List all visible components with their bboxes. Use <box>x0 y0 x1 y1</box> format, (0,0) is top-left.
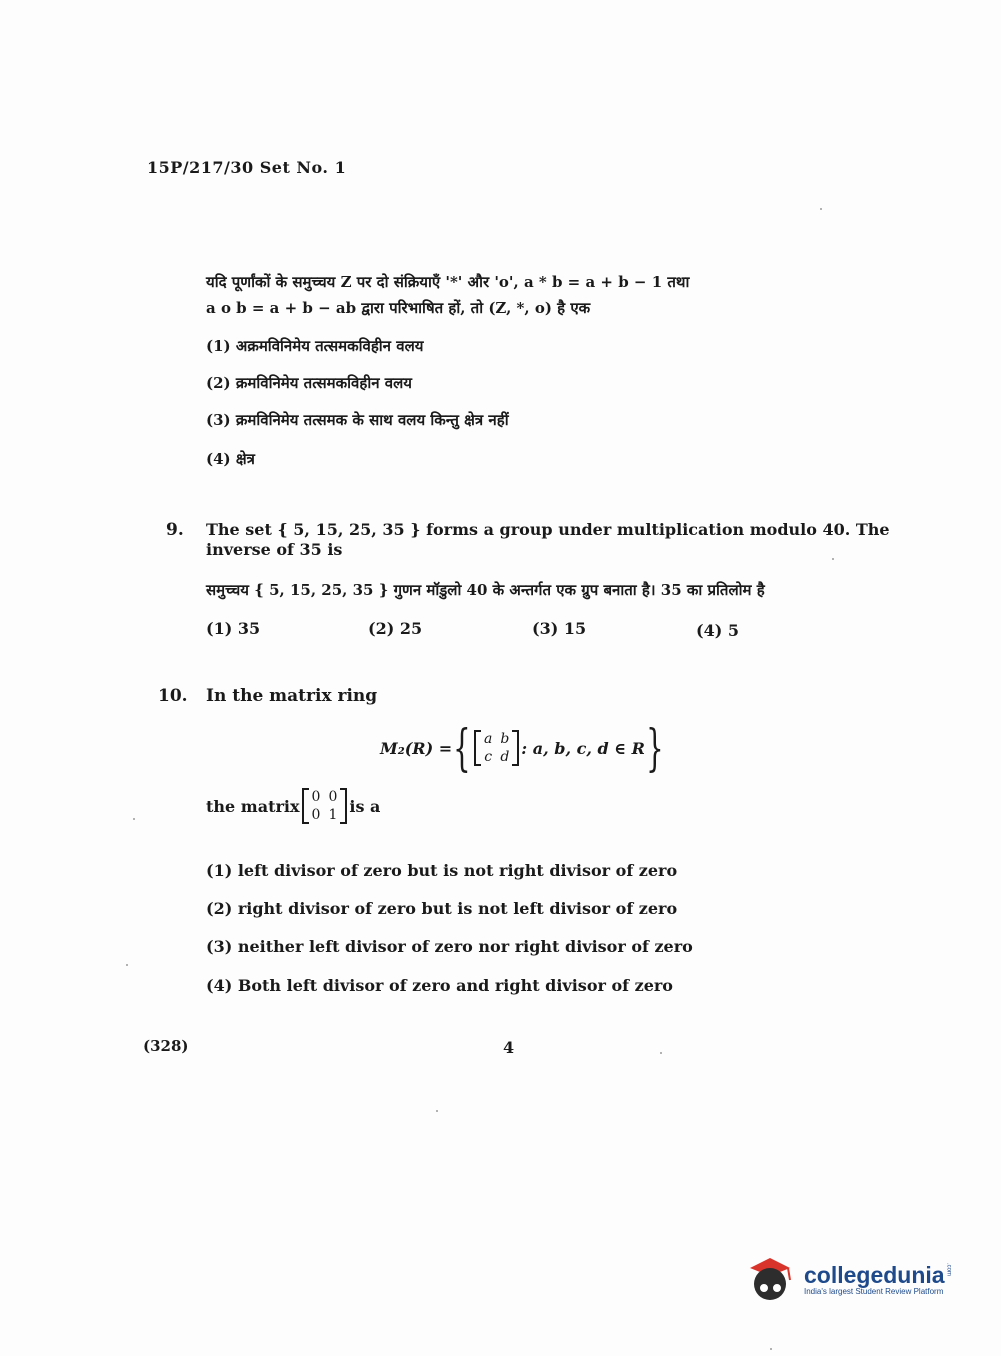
q8-line-1: यदि पूर्णांकों के समुच्चय Z पर दो संक्रियाएँ '*' और 'o', a * b = a + b − 1 तथा <box>206 273 690 291</box>
q9-number: 9. <box>166 520 184 540</box>
given-matrix-cell: 0 <box>311 789 321 805</box>
page-number: 4 <box>503 1038 515 1057</box>
q10-option-3: (3) neither left divisor of zero nor right divisor of zero <box>206 937 693 956</box>
paper-code: 15P/217/30 Set No. 1 <box>147 158 347 177</box>
scan-speck <box>832 558 834 560</box>
matrix-ring-definition <box>380 719 665 777</box>
q10-intro: In the matrix ring <box>206 686 378 706</box>
ring-matrix-cell: a <box>483 731 493 747</box>
q10-option-2: (2) right divisor of zero but is not left divisor of zero <box>206 899 678 918</box>
q9-english-line-1: The set { 5, 15, 25, 35 } forms a group under multiplication modulo 40. The <box>206 520 890 539</box>
ring-lhs: M₂(R) = <box>380 738 453 758</box>
right-brace: } <box>646 719 664 777</box>
given-matrix-cell: 1 <box>328 807 338 823</box>
matrix-suffix: is a <box>349 796 381 816</box>
given-matrix-row <box>206 788 380 824</box>
q9-option-3: (3) 15 <box>532 619 587 638</box>
ring-condition: : a, b, c, d ∈ R <box>521 738 645 758</box>
q8-option-2: (2) क्रमविनिमेय तत्समकविहीन वलय <box>206 374 412 392</box>
mascot-icon <box>744 1254 796 1306</box>
q9-english-line-2: inverse of 35 is <box>206 540 343 559</box>
ring-matrix-cell: b <box>500 731 510 747</box>
q9-option-2: (2) 25 <box>368 619 423 638</box>
scan-speck <box>820 208 822 210</box>
scan-speck <box>133 818 135 820</box>
q9-option-1: (1) 35 <box>206 619 261 638</box>
ring-matrix <box>474 730 519 766</box>
footer-code: (328) <box>143 1037 189 1055</box>
q8-option-4: (4) क्षेत्र <box>206 450 255 468</box>
given-matrix-cell: 0 <box>311 807 321 823</box>
ring-matrix-cell: d <box>500 749 510 765</box>
q9-option-4: (4) 5 <box>696 621 739 640</box>
scan-speck <box>660 1052 662 1054</box>
scan-speck <box>770 1348 772 1350</box>
q8-option-3: (3) क्रमविनिमेय तत्समक के साथ वलय किन्तु क्षेत्र नहीं <box>206 411 509 429</box>
given-matrix-cell: 0 <box>328 789 338 805</box>
q9-hindi-line: समुच्चय { 5, 15, 25, 35 } गुणन मॉडुलो 40 के अन्तर्गत एक ग्रुप बनाता है। 35 का प्रतिलोम है <box>206 581 765 599</box>
q8-line-2: a o b = a + b − ab द्वारा परिभाषित हों, तो (Z, *, o) है एक <box>206 299 591 317</box>
logo-brand: collegedunia <box>804 1262 945 1288</box>
q10-option-1: (1) left divisor of zero but is not right divisor of zero <box>206 861 678 880</box>
given-matrix <box>302 788 348 824</box>
scan-speck <box>126 964 128 966</box>
ring-matrix-cell: c <box>484 749 493 765</box>
matrix-prefix: the matrix <box>206 796 300 816</box>
q10-number: 10. <box>158 686 188 706</box>
scan-speck <box>436 1110 438 1112</box>
q8-option-1: (1) अक्रमविनिमेय तत्समकविहीन वलय <box>206 337 424 355</box>
q10-option-4: (4) Both left divisor of zero and right divisor of zero <box>206 976 673 995</box>
logo-tagline: India's largest Student Review Platform <box>804 1287 944 1296</box>
left-brace: { <box>453 719 471 777</box>
collegedunia-logo <box>744 1254 952 1306</box>
logo-suffix: .com <box>945 1263 952 1277</box>
